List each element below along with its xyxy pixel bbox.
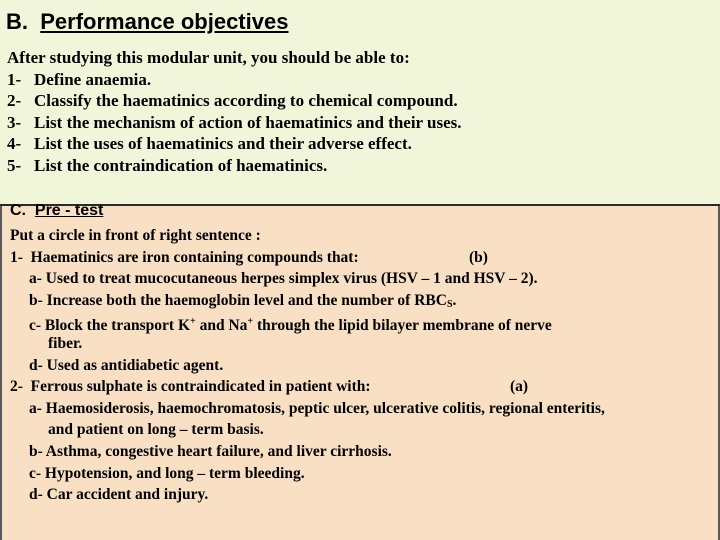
question-text: Haematinics are iron containing compounds that:	[30, 248, 359, 266]
option-item: d- Car accident and injury.	[29, 486, 209, 504]
option-continuation: fiber.	[48, 334, 83, 352]
pre-test-questions	[10, 225, 715, 506]
question-number: 1-	[10, 248, 23, 266]
option-text: through the lipid bilayer membrane of nerve	[253, 317, 552, 335]
question-answer: (a)	[510, 378, 529, 396]
objective-item	[7, 69, 712, 91]
objective-text: List the mechanism of action of haematinics and their uses.	[34, 112, 462, 132]
question-answer: (b)	[469, 248, 488, 266]
option-superscript: +	[190, 316, 196, 328]
section-b-letter: B.	[6, 9, 28, 34]
option-subscript: S	[446, 298, 453, 310]
option-item: d- Used as antidiabetic agent.	[29, 356, 224, 374]
option-item: c- Hypotension, and long – term bleeding.	[29, 464, 305, 482]
option-text: b- Increase both the haemoglobin level and the number of RBC	[29, 291, 447, 309]
pre-test-instruction: Put a circle in front of right sentence :	[10, 227, 261, 244]
objective-number: 4-	[7, 134, 22, 153]
section-c-letter: C.	[10, 202, 26, 219]
objective-item	[7, 155, 712, 177]
option-punct: .	[452, 291, 457, 309]
objective-item	[7, 90, 712, 112]
section-c-title: Pre - test	[34, 202, 104, 219]
option-text: c- Block the transport K	[29, 317, 191, 335]
objectives-intro: After studying this modular unit, you should be able to:	[7, 48, 410, 67]
question-number: 2-	[10, 378, 23, 396]
objective-item	[7, 112, 712, 134]
option-text: and Na	[195, 317, 248, 335]
option-item: a- Haemosiderosis, haemochromatosis, peptic ulcer, ulcerative colitis, regional enteritis,	[29, 399, 605, 417]
question-2	[10, 376, 715, 398]
section-b-title: Performance objectives	[40, 9, 289, 34]
option-superscript: +	[247, 316, 254, 328]
section-b-heading	[6, 9, 288, 35]
section-c-heading	[10, 202, 103, 220]
option-item	[10, 290, 715, 312]
objective-text: List the contraindication of haematinics.	[34, 155, 328, 175]
objective-text: Define anaemia.	[34, 69, 152, 89]
objective-text: List the uses of haematinics and their adverse effect.	[34, 134, 412, 153]
option-item: a- Used to treat mucocutaneous herpes simplex virus (HSV – 1 and HSV – 2).	[29, 270, 538, 288]
performance-objectives-panel	[0, 0, 720, 206]
question-1	[10, 247, 715, 269]
objective-number: 3-	[7, 112, 22, 132]
objectives-list	[7, 47, 712, 176]
question-text: Ferrous sulphate is contraindicated in patient with:	[30, 378, 371, 396]
pre-test-panel	[0, 202, 720, 540]
objective-item	[7, 133, 712, 155]
objective-number: 1-	[7, 69, 22, 89]
objective-number: 2-	[7, 91, 22, 110]
option-item	[10, 311, 715, 333]
option-continuation: and patient on long – term basis.	[48, 421, 264, 439]
objective-text: Classify the haematinics according to chemical compound.	[34, 91, 458, 110]
objective-number: 5-	[7, 155, 22, 175]
option-item: b- Asthma, congestive heart failure, and liver cirrhosis.	[29, 442, 392, 460]
